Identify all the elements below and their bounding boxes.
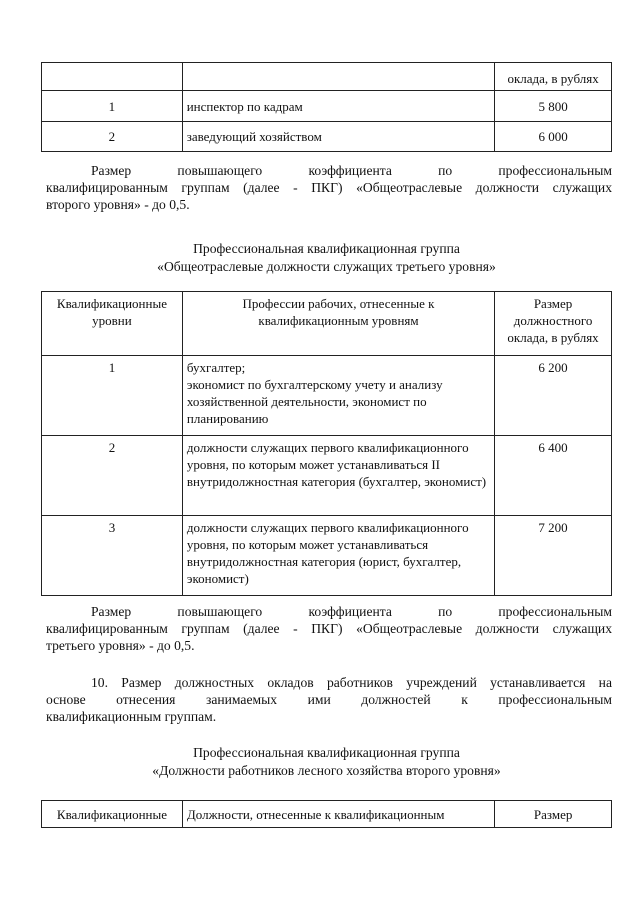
- table-row: [42, 122, 612, 152]
- paragraph-line: основе отнесения занимаемых ими должностей к профессиональным: [46, 692, 612, 708]
- header-cell: Должности, отнесенные к квалификационным: [182, 801, 494, 828]
- paragraph-line: Размер повышающего коэффициента по профессиональным: [91, 163, 612, 178]
- paragraph-line: квалифицированным группам (далее - ПКГ) «Общеотраслевые должности служащих: [46, 180, 612, 196]
- paragraph-line: квалифицированным группам (далее - ПКГ) «Общеотраслевые должности служащих: [46, 621, 612, 637]
- salary-cell: 6 200: [495, 356, 612, 436]
- position-cell: должности служащих первого квалификационного уровня, по которым может устанавливаться II внутридолжностная категория (бухгалтер, экономист): [182, 436, 494, 516]
- table-row: [42, 356, 612, 436]
- position-cell: бухгалтер; экономист по бухгалтерскому учету и анализу хозяйственной деятельности, экономист по планированию: [182, 356, 494, 436]
- header-cell: [42, 63, 183, 91]
- table-row: [42, 436, 612, 516]
- table-row: [42, 91, 612, 122]
- table-header-row: [42, 801, 612, 828]
- table-second-level: [41, 62, 612, 152]
- position-cell: инспектор по кадрам: [182, 91, 494, 122]
- header-cell: Квалификационные: [42, 801, 183, 828]
- clause-10-paragraph: [46, 674, 612, 726]
- header-cell: оклада, в рублях: [495, 63, 612, 91]
- level-cell: 1: [42, 356, 183, 436]
- paragraph-line: 10. Размер должностных окладов работников учреждений устанавливается на: [91, 675, 612, 690]
- salary-cell: 5 800: [495, 91, 612, 122]
- level-cell: 3: [42, 516, 183, 596]
- position-cell: заведующий хозяйством: [182, 122, 494, 152]
- header-cell: [182, 63, 494, 91]
- heading-line: Профессиональная квалификационная группа: [193, 241, 460, 256]
- heading-line: «Общеотраслевые должности служащих третьего уровня»: [157, 259, 496, 274]
- table-row: [42, 516, 612, 596]
- paragraph-line: второго уровня» - до 0,5.: [46, 197, 190, 213]
- section-heading: [41, 240, 612, 276]
- table-header-row: [42, 63, 612, 91]
- level-cell: 2: [42, 436, 183, 516]
- header-cell: Квалификационные уровни: [42, 292, 183, 356]
- table-forestry-second-level: [41, 800, 612, 828]
- header-cell: Размер должностного оклада, в рублях: [495, 292, 612, 356]
- coefficient-paragraph: [46, 603, 612, 655]
- paragraph-line: третьего уровня» - до 0,5.: [46, 638, 195, 654]
- level-cell: 2: [42, 122, 183, 152]
- salary-cell: 6 000: [495, 122, 612, 152]
- salary-cell: 6 400: [495, 436, 612, 516]
- table-header-row: [42, 292, 612, 356]
- section-heading: [41, 744, 612, 780]
- paragraph-line: квалификационным группам.: [46, 709, 217, 725]
- heading-line: «Должности работников лесного хозяйства второго уровня»: [152, 763, 501, 778]
- salary-cell: 7 200: [495, 516, 612, 596]
- header-cell: Профессии рабочих, отнесенные к квалификационным уровням: [182, 292, 494, 356]
- table-third-level: [41, 291, 612, 596]
- level-cell: 1: [42, 91, 183, 122]
- heading-line: Профессиональная квалификационная группа: [193, 745, 460, 760]
- position-cell: должности служащих первого квалификационного уровня, по которым может устанавливаться внутридолжностная категория (юрист, бухгалтер, экономист): [182, 516, 494, 596]
- paragraph-line: Размер повышающего коэффициента по профессиональным: [91, 604, 612, 619]
- coefficient-paragraph: [46, 162, 612, 214]
- header-cell: Размер: [495, 801, 612, 828]
